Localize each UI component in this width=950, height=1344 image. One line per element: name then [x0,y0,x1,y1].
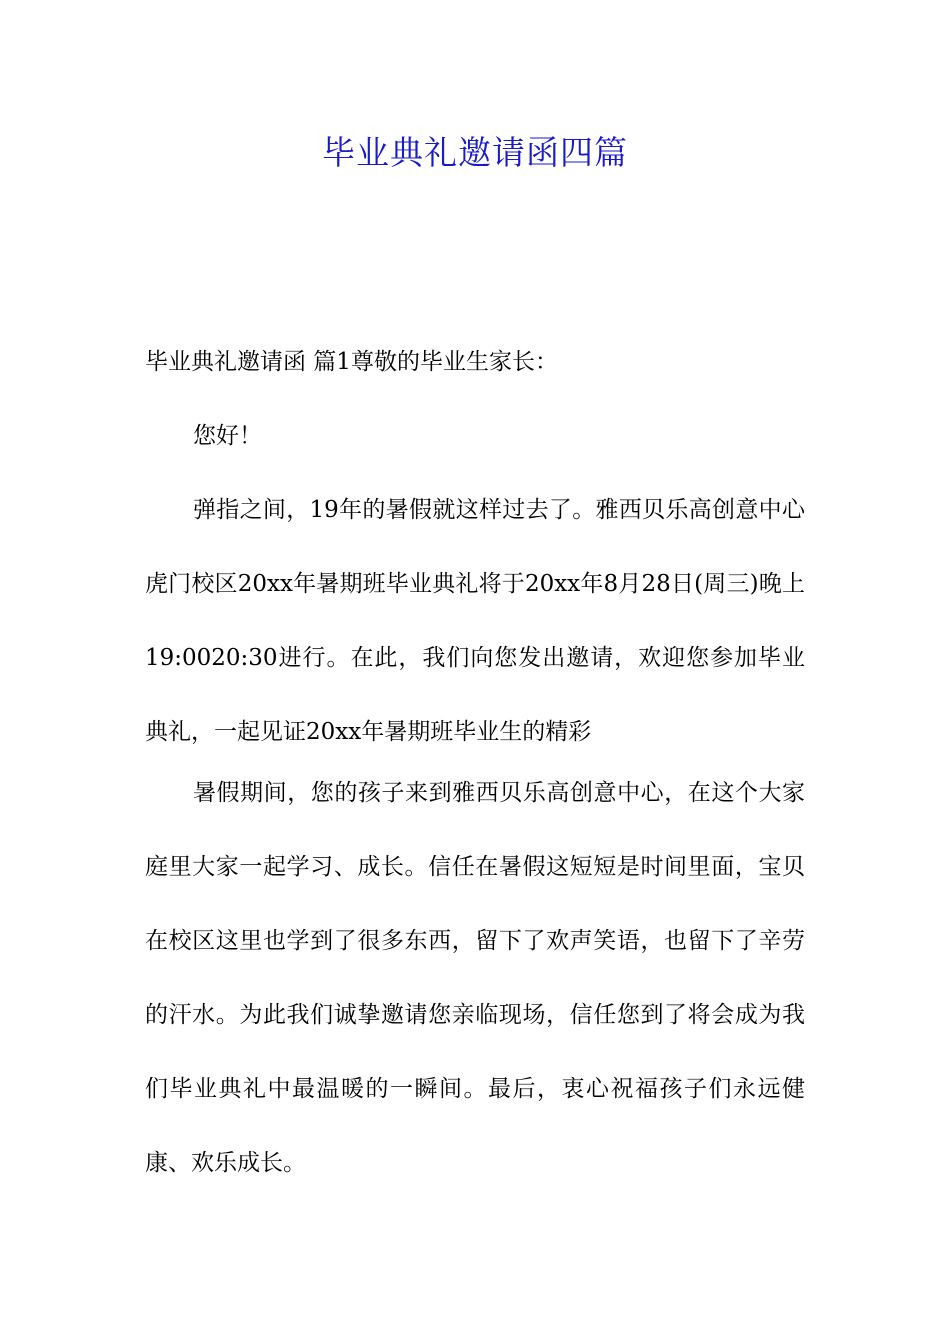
salutation-paragraph: 毕业典礼邀请函 篇1尊敬的毕业生家长： [145,349,558,375]
closing-paragraph: 暑假期间，您的孩子来到雅西贝乐高创意中心，在这个大家庭里大家一起学习、成长。信任在暑假这短短是时间里面，宝贝在校区这里也学到了很多东西，留下了欢声笑语，也留下了辛劳的汗水。为此我们诚挚邀请您亲临现场，信任您到了将会成为我们毕业典礼中最温暖的一瞬间。最后，衷心祝福孩子们永远健康、欢乐成长。 [145,780,805,1176]
invitation-paragraph: 弹指之间，19年的暑假就这样过去了。雅西贝乐高创意中心虎门校区20xx年暑期班毕业典礼将于20xx年8月28日(周三)晚上19:0020:30进行。在此，我们向您发出邀请，欢迎您参加毕业典礼，一起见证20xx年暑期班毕业生的精彩 [145,497,805,745]
document-title: 毕业典礼邀请函四篇 [322,133,628,172]
document-body [145,338,805,1200]
greeting-paragraph: 您好！ [193,423,262,449]
